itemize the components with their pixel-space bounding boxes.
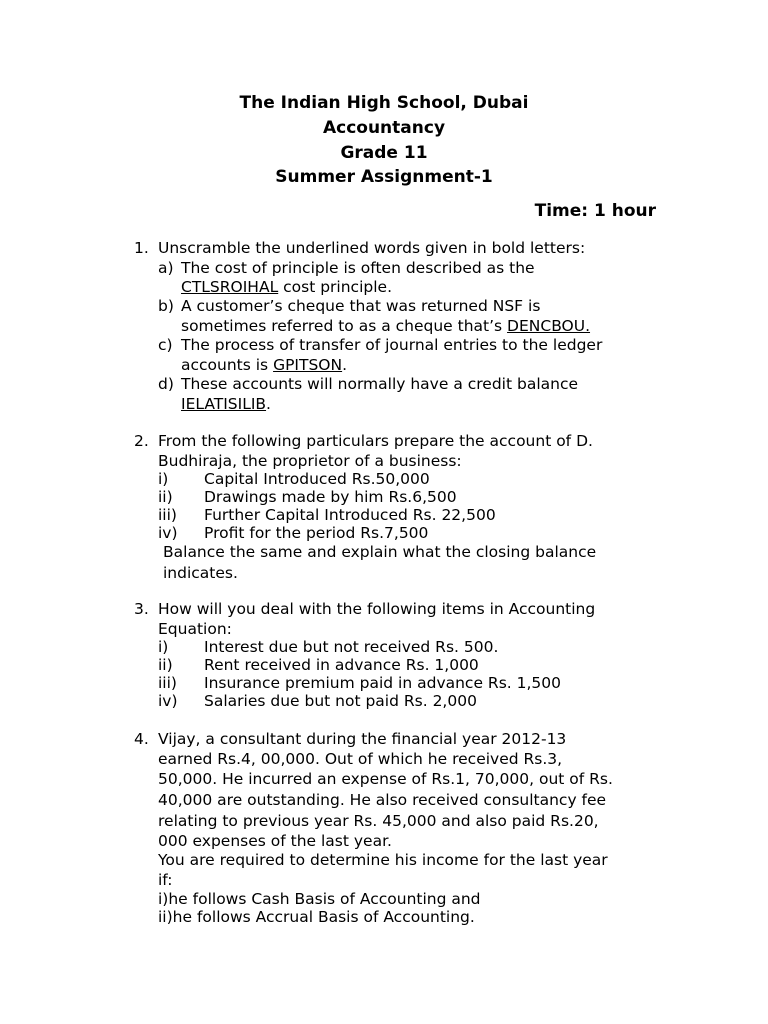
question-text: You are required to determine his income for the last year: [158, 851, 608, 869]
list-item: ii) Drawings made by him Rs.6,500: [158, 488, 457, 506]
question-text: i)he follows Cash Basis of Accounting and: [158, 890, 481, 908]
time-limit: Time: 1 hour: [534, 201, 656, 221]
item-label: d): [158, 375, 174, 393]
grade-title: Grade 11: [340, 143, 428, 163]
question-text: ii)he follows Accrual Basis of Accounting.: [158, 908, 475, 926]
question-text: How will you deal with the following items in Accounting: [158, 600, 596, 618]
assignment-title: Summer Assignment-1: [275, 167, 493, 187]
question-text: Vijay, a consultant during the financial year 2012-13: [158, 730, 567, 748]
question-text: Balance the same and explain what the closing balance: [163, 543, 597, 561]
question-stem: Unscramble the underlined words given in bold letters:: [158, 239, 586, 257]
list-item: iv) Salaries due but not paid Rs. 2,000: [158, 692, 477, 710]
school-name: The Indian High School, Dubai: [239, 93, 529, 113]
scrambled-word: IELATISILIB: [181, 395, 267, 413]
question-text: indicates.: [163, 564, 238, 582]
scrambled-word: CTLSROIHAL: [181, 278, 279, 296]
question-number: 3.: [134, 600, 149, 618]
question-text: relating to previous year Rs. 45,000 and also paid Rs.20,: [158, 812, 599, 830]
subject-title: Accountancy: [322, 118, 446, 138]
item-label: b): [158, 297, 174, 315]
question-number: 1.: [134, 239, 149, 257]
list-item: iii) Insurance premium paid in advance Rs. 1,500: [158, 674, 561, 692]
list-item: i) Capital Introduced Rs.50,000: [158, 470, 430, 488]
item-label: c): [158, 336, 173, 354]
question-text: 40,000 are outstanding. He also received consultancy fee: [158, 791, 607, 809]
question-number: 4.: [134, 730, 149, 748]
list-item: i) Interest due but not received Rs. 500.: [158, 638, 499, 656]
item-text: A customer’s cheque that was returned NSF is: [181, 297, 541, 315]
scrambled-word: GPITSON: [273, 356, 343, 374]
question-text: From the following particulars prepare the account of D.: [158, 432, 593, 450]
item-text: IELATISILIB.: [181, 395, 271, 413]
question-text: if:: [158, 871, 173, 889]
list-item: ii) Rent received in advance Rs. 1,000: [158, 656, 479, 674]
question-text: 50,000. He incurred an expense of Rs.1, 70,000, out of Rs.: [158, 770, 613, 788]
item-label: a): [158, 259, 174, 277]
question-text: earned Rs.4, 00,000. Out of which he received Rs.3,: [158, 750, 563, 768]
question-text: Budhiraja, the proprietor of a business:: [158, 452, 462, 470]
item-text: The cost of principle is often described as the: [181, 259, 535, 277]
item-text: accounts is GPITSON.: [181, 356, 348, 374]
item-text: sometimes referred to as a cheque that’s DENCBOU.: [181, 317, 591, 335]
item-text: These accounts will normally have a credit balance: [181, 375, 579, 393]
question-number: 2.: [134, 432, 149, 450]
item-text: CTLSROIHAL cost principle.: [181, 278, 392, 296]
list-item: iv) Profit for the period Rs.7,500: [158, 524, 429, 542]
question-text: Equation:: [158, 620, 232, 638]
question-text: 000 expenses of the last year.: [158, 832, 392, 850]
scrambled-word: DENCBOU.: [507, 317, 591, 335]
item-text: The process of transfer of journal entries to the ledger: [181, 336, 603, 354]
list-item: iii) Further Capital Introduced Rs. 22,500: [158, 506, 496, 524]
